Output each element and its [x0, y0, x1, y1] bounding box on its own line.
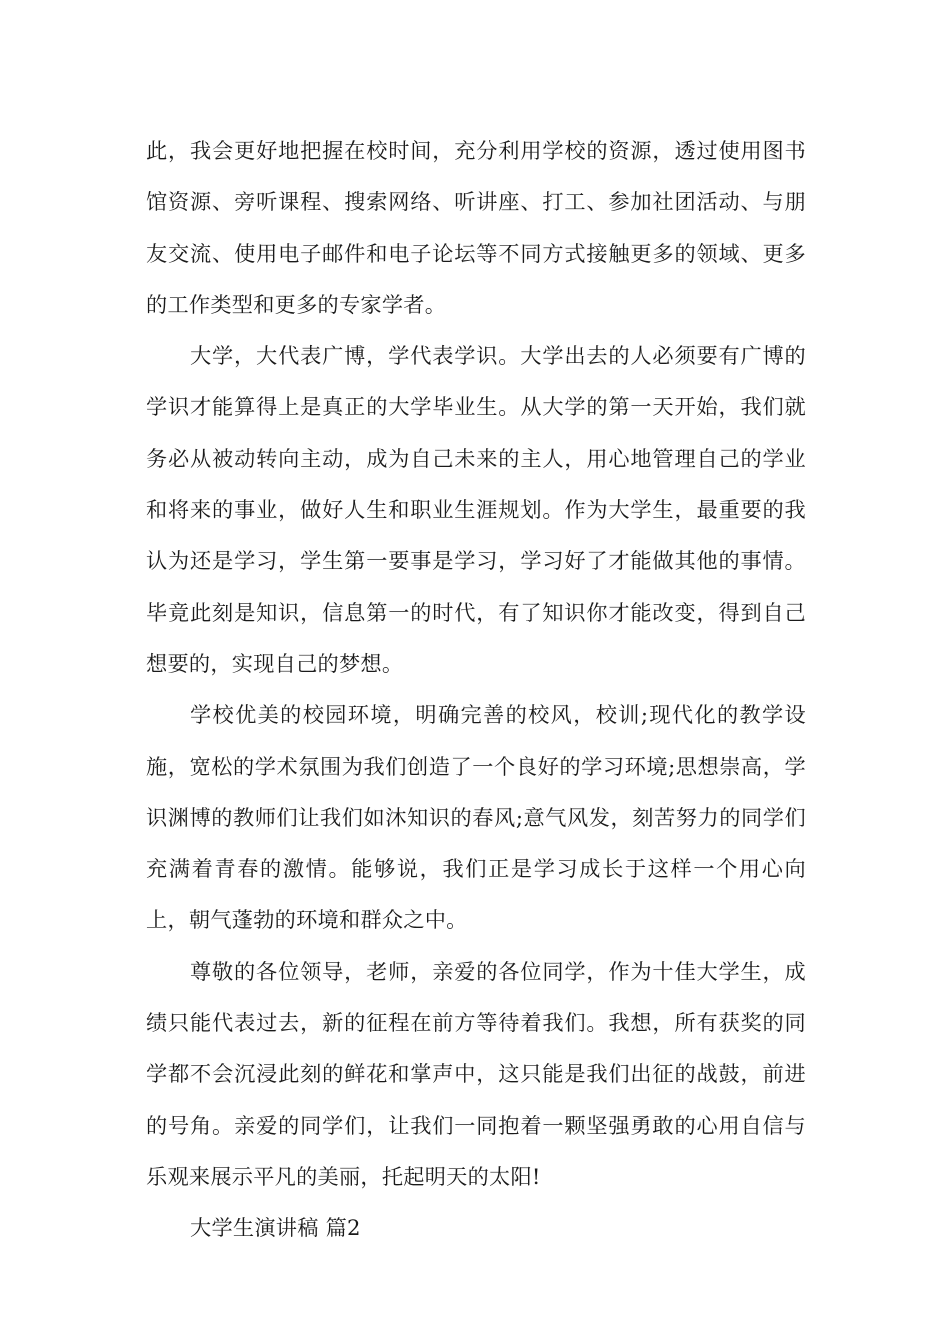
paragraph-4: 尊敬的各位领导，老师，亲爱的各位同学，作为十佳大学生，成绩只能代表过去，新的征程在前方等待着我们。我想，所有获奖的同学都不会沉浸此刻的鲜花和掌声中，这只能是我们出征的战鼓，前进的号角。亲爱的同学们，让我们一同抱着一颗坚强勇敢的心用自信与乐观来展示平凡的美丽，托起明天的太阳! — [146, 958, 806, 1189]
paragraph-3: 学校优美的校园环境，明确完善的校风，校训;现代化的教学设施，宽松的学术氛围为我们创造了一个良好的学习环境;思想崇高，学识渊博的教师们让我们如沐知识的春风;意气风发，刻苦努力的同学们充满着青春的激情。能够说，我们正是学习成长于这样一个用心向上，朝气蓬勃的环境和群众之中。 — [146, 702, 806, 933]
paragraph-1: 此，我会更好地把握在校时间，充分利用学校的资源，透过使用图书馆资源、旁听课程、搜索网络、听讲座、打工、参加社团活动、与朋友交流、使用电子邮件和电子论坛等不同方式接触更多的领域、更多的工作类型和更多的专家学者。 — [146, 138, 806, 317]
document-page — [146, 125, 806, 1254]
section-heading: 大学生演讲稿 篇2 — [190, 1215, 361, 1241]
paragraph-2: 大学，大代表广博，学代表学识。大学出去的人必须要有广博的学识才能算得上是真正的大学毕业生。从大学的第一天开始，我们就务必从被动转向主动，成为自己未来的主人，用心地管理自己的学业和将来的事业，做好人生和职业生涯规划。作为大学生，最重要的我认为还是学习，学生第一要事是学习，学习好了才能做其他的事情。毕竟此刻是知识，信息第一的时代，有了知识你才能改变，得到自己想要的，实现自己的梦想。 — [146, 343, 806, 676]
